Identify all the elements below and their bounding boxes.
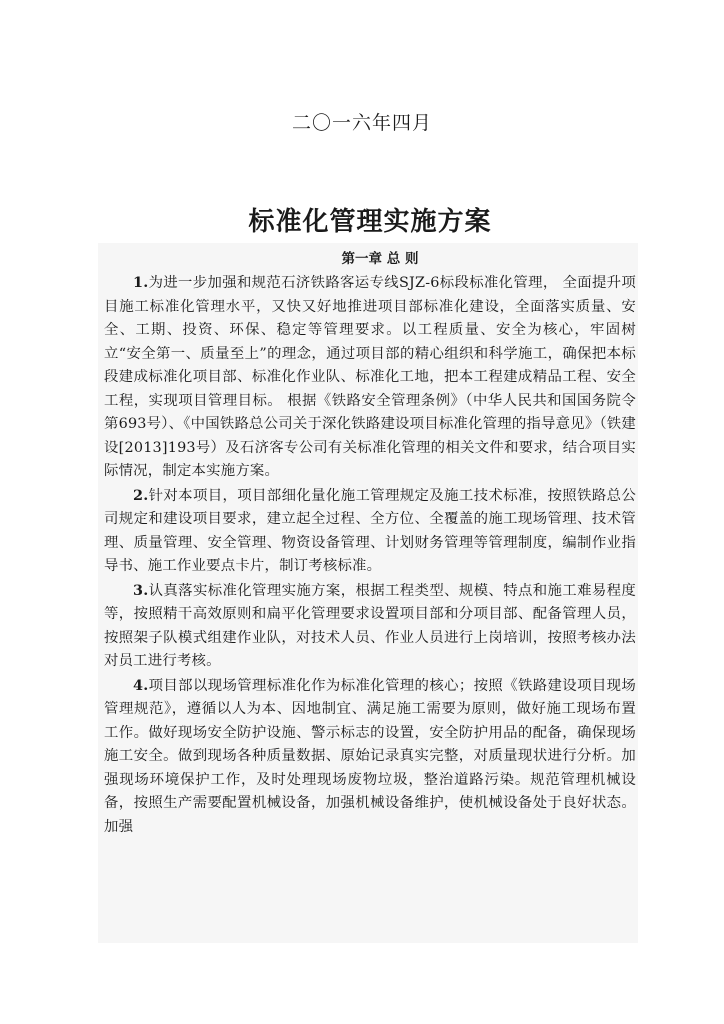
paragraph-text: 针对本项目，项目部细化量化施工管理规定及施工技术标准，按照铁路总公司规定和建设项目要求，建立起全过程、全方位、全覆盖的施工现场管理、技术管理、质量管理、安全管理、物资设备管理、计划财务管理等管理制度，编制作业指导书、施工作业要点卡片，制订考核标准。 [104, 487, 636, 574]
paragraph [98, 484, 638, 579]
document-date: 二〇一六年四月 [291, 112, 432, 134]
paragraph-number: 4. [133, 676, 149, 694]
paragraph-text: 认真落实标准化管理实施方案，根据工程类型、规模、特点和施工难易程度等，按照精干高效原则和扁平化管理要求设置项目部和分项目部、配备管理人员，按照架子队模式组建作业队，对技术人员、作业人员进行上岗培训，按照考核办法对员工进行考核。 [104, 582, 636, 669]
paragraph-text: 项目部以现场管理标准化作为标准化管理的核心；按照《铁路建设项目现场管理规范》，遵循以人为本、因地制宜、满足施工需要为原则，做好施工现场布置工作。做好现场安全防护设施、警示标志的设置，安全防护用品的配备，确保现场施工安全。做到现场各种质量数据、原始记录真实完整，对质量现状进行分析。加强现场环境保护工作，及时处理现场废物垃圾，整治道路污染。规范管理机械设备，按照生产需要配置机械设备，加强机械设备维护，使机械设备处于良好状态。加强 [104, 677, 636, 835]
paragraph-number: 2. [133, 486, 149, 504]
paragraph [98, 579, 638, 674]
chapter-heading: 第一章 总 则 [341, 251, 419, 267]
paragraph-text: 为进一步加强和规范石济铁路客运专线SJZ-6标段标准化管理， 全面提升项目施工标准化管理水平，又快又好地推进项目部标准化建设，全面落实质量、安全、工期、投资、环保、稳定等管理要求。以工程质量、安全为核心，牢固树立“安全第一、质量至上”的理念，通过项目部的精心组织和科学施工，确保把本标段建成标准化项目部、标准化作业队、标准化工地，把本工程建成精品工程、安全工程，实现项目管理目标。 根据《铁路安全管理条例》（中华人民共和国国务院令第693号）、《中国铁路总公司关于深化铁路建设项目标准化管理的指导意见》（铁建设[2013]193号）及石济客专公司有关标准化管理的相关文件和要求，结合项目实际情况，制定本实施方案。 [104, 275, 636, 479]
paragraph-number: 3. [133, 581, 149, 599]
paragraph [98, 674, 638, 840]
document-title: 标准化管理实施方案 [248, 207, 492, 237]
paragraph [98, 271, 638, 484]
paragraph-number: 1. [133, 274, 149, 291]
document-body [98, 243, 638, 943]
